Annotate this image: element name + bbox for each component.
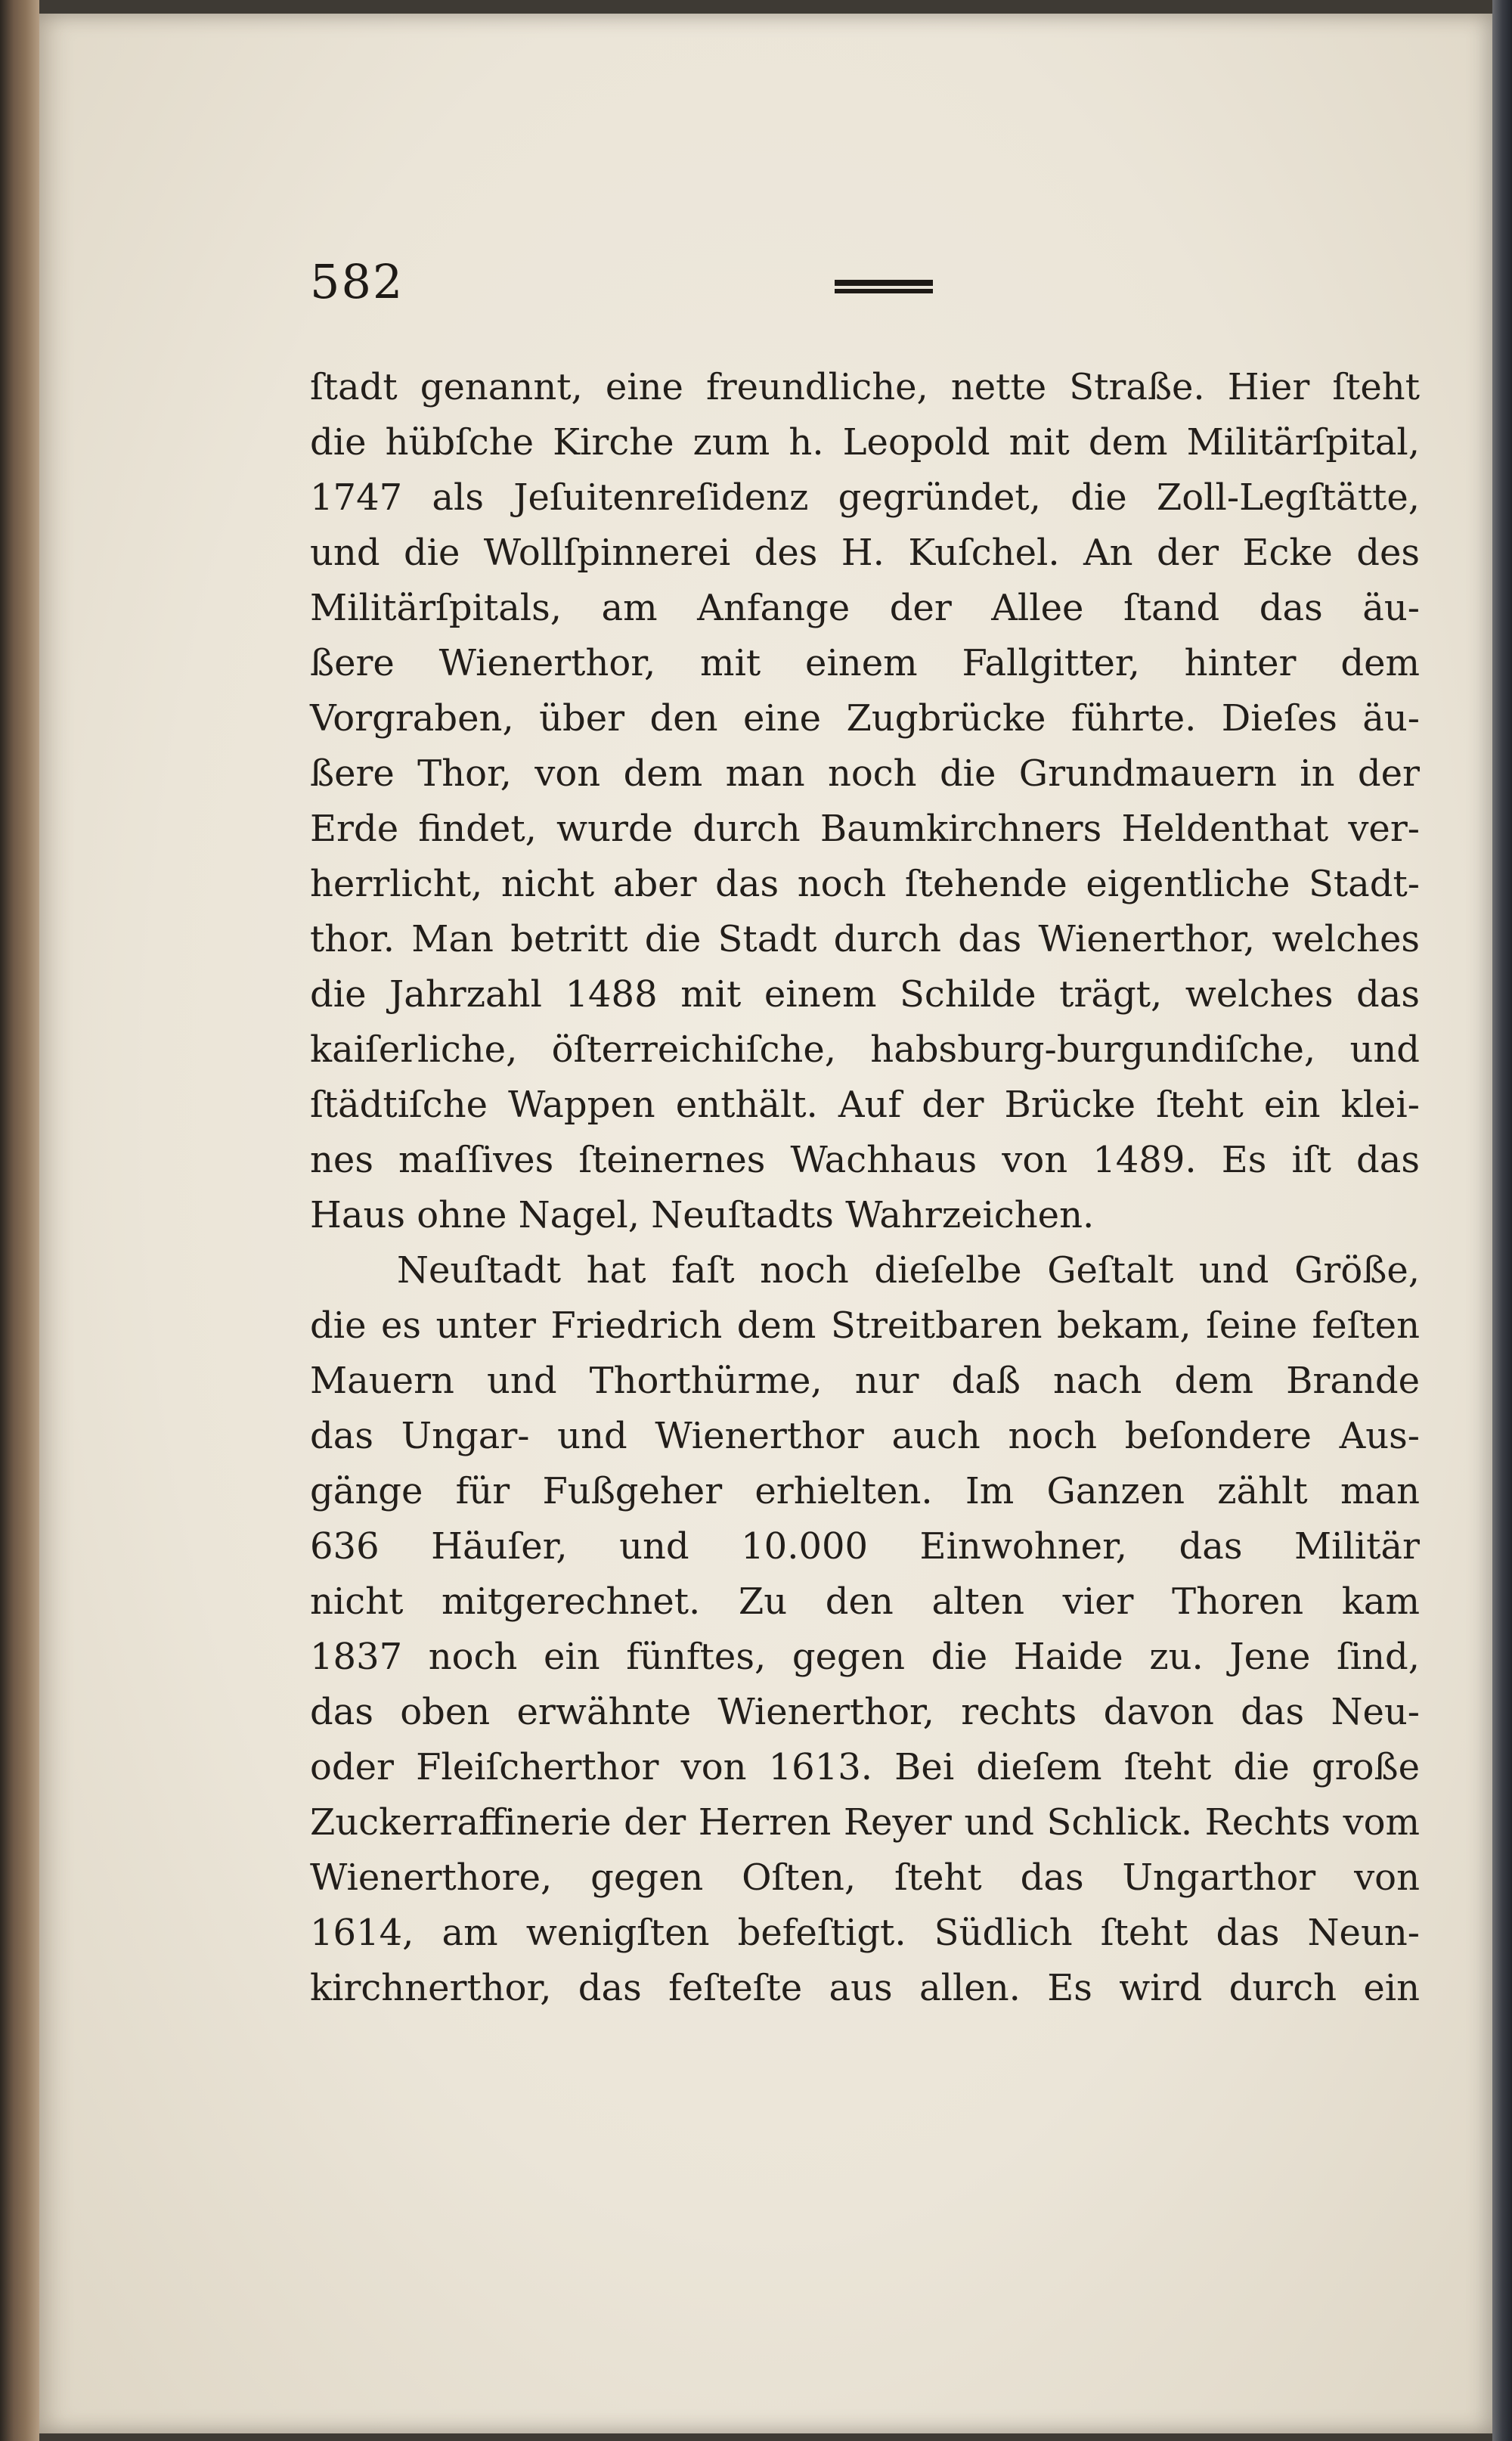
text-line: das Ungar- und Wienerthor auch noch beſondere Aus- (310, 1415, 1420, 1457)
text-line: ßere Thor, von dem man noch die Grundmauern in der (310, 752, 1420, 795)
paragraph-1 (310, 360, 1420, 1243)
text-line: oder Fleiſcherthor von 1613. Bei dieſem ſteht die große (310, 1746, 1420, 1788)
text-line: kirchnerthor, das feſteſte aus allen. Es wird durch ein (310, 1967, 1420, 2009)
text-line: Erde findet, wurde durch Baumkirchners Heldenthat ver- (310, 808, 1420, 850)
text-line: Vorgraben, über den eine Zugbrücke führte. Dieſes äu- (310, 697, 1420, 740)
text-line: Haus ohne Nagel, Neuſtadts Wahrzeichen. (310, 1194, 1095, 1236)
book-page (39, 14, 1492, 2433)
header-rule (835, 280, 933, 293)
text-line: die es unter Friedrich dem Streitbaren bekam, ſeine feſten (310, 1304, 1420, 1347)
paragraph-2 (310, 1243, 1420, 2016)
text-line: gänge für Fußgeher erhielten. Im Ganzen zählt man (310, 1470, 1420, 1512)
text-line: 1747 als Jeſuitenreſidenz gegründet, die Zoll-Legſtätte, (310, 476, 1420, 519)
text-line: Wienerthore, gegen Oſten, ſteht das Ungarthor von (310, 1856, 1420, 1899)
text-line: das oben erwähnte Wienerthor, rechts davon das Neu- (310, 1691, 1420, 1733)
text-line: 1837 noch ein fünftes, gegen die Haide zu. Jene ſind, (310, 1636, 1420, 1678)
text-line: Militärſpitals, am Anfange der Allee ſtand das äu- (310, 587, 1420, 629)
book-cover-edge (1492, 0, 1512, 2441)
text-line: Neuſtadt hat faſt noch dieſelbe Geſtalt und Größe, (397, 1249, 1420, 1292)
text-line: und die Wollſpinnerei des H. Kuſchel. An der Ecke des (310, 532, 1420, 574)
text-line: ſtadt genannt, eine freundliche, nette Straße. Hier ſteht (310, 366, 1420, 408)
text-line: Mauern und Thorthürme, nur daß nach dem Brande (310, 1360, 1420, 1402)
text-line: 636 Häuſer, und 10.000 Einwohner, das Militär (310, 1525, 1420, 1568)
text-line: ßere Wienerthor, mit einem Fallgitter, hinter dem (310, 642, 1420, 684)
text-line: Zuckerraffinerie der Herren Reyer und Schlick. Rechts vom (310, 1801, 1420, 1844)
text-line: nicht mitgerechnet. Zu den alten vier Thoren kam (310, 1580, 1420, 1623)
text-line: kaiſerliche, öſterreichiſche, habsburg-burgundiſche, und (310, 1028, 1420, 1071)
text-line: herrlicht, nicht aber das noch ſtehende eigentliche Stadt- (310, 863, 1420, 905)
book-binding-edge (0, 0, 39, 2441)
text-line: 1614, am wenigſten befeſtigt. Südlich ſteht das Neun- (310, 1912, 1420, 1954)
text-line: nes maſſives ſteinernes Wachhaus von 1489. Es iſt das (310, 1139, 1420, 1181)
text-line: thor. Man betritt die Stadt durch das Wienerthor, welches (310, 918, 1420, 960)
page-number: 582 (310, 254, 404, 309)
text-line: die hübſche Kirche zum h. Leopold mit dem Militärſpital, (310, 421, 1420, 464)
text-line: die Jahrzahl 1488 mit einem Schilde trägt, welches das (310, 973, 1420, 1016)
page-text (310, 360, 1420, 2016)
text-line: ſtädtiſche Wappen enthält. Auf der Brücke ſteht ein klei- (310, 1084, 1420, 1126)
